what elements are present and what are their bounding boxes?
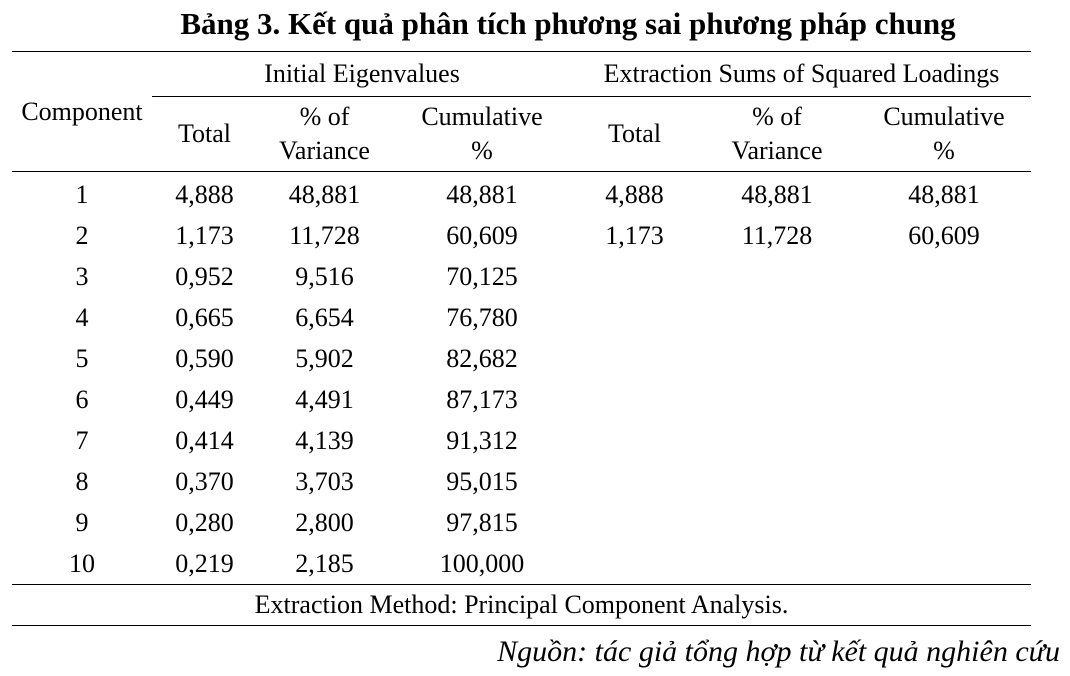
column-header: Cumulative % xyxy=(857,97,1031,172)
value-cell xyxy=(857,256,1031,297)
value-cell xyxy=(572,461,697,502)
value-cell: 97,815 xyxy=(446,507,518,537)
component-header: Component xyxy=(12,52,152,172)
value-cell xyxy=(857,379,1031,420)
component-number-cell: 10 xyxy=(69,548,95,578)
table-row xyxy=(12,338,1031,379)
table-row xyxy=(12,420,1031,461)
value-cell: 0,219 xyxy=(175,548,234,578)
component-number-cell: 9 xyxy=(75,507,89,537)
value-cell xyxy=(572,256,697,297)
value-cell: 0,370 xyxy=(175,466,234,496)
value-cell: 82,682 xyxy=(446,343,518,373)
value-cell: 1,173 xyxy=(175,220,234,250)
value-cell xyxy=(857,420,1031,461)
initial-eigenvalues-header: Initial Eigenvalues xyxy=(264,59,460,88)
value-cell xyxy=(572,297,697,338)
value-cell: 60,609 xyxy=(908,220,980,250)
value-cell: 0,414 xyxy=(175,425,234,455)
value-cell: 91,312 xyxy=(446,425,518,455)
value-cell: 9,516 xyxy=(295,261,354,291)
table-body xyxy=(12,172,1031,585)
value-cell xyxy=(697,338,857,379)
table-row xyxy=(12,256,1031,297)
component-number-cell: 6 xyxy=(75,384,89,414)
component-number-cell: 5 xyxy=(75,343,89,373)
value-cell: 11,728 xyxy=(741,220,813,250)
column-header: % of Variance xyxy=(697,97,857,172)
value-cell: 60,609 xyxy=(446,220,518,250)
value-cell: 0,665 xyxy=(175,302,234,332)
column-header: Total xyxy=(152,97,257,172)
value-cell xyxy=(697,297,857,338)
value-cell: 100,000 xyxy=(439,548,525,578)
component-number-cell: 8 xyxy=(75,466,89,496)
value-cell: 0,590 xyxy=(175,343,234,373)
value-cell: 2,185 xyxy=(295,548,354,578)
value-cell xyxy=(697,420,857,461)
value-cell xyxy=(857,338,1031,379)
value-cell xyxy=(697,256,857,297)
value-cell xyxy=(697,461,857,502)
value-cell: 1,173 xyxy=(605,220,664,250)
value-cell: 48,881 xyxy=(908,179,980,209)
value-cell: 0,280 xyxy=(175,507,234,537)
value-cell: 4,888 xyxy=(175,179,234,209)
value-cell: 48,881 xyxy=(741,179,813,209)
value-cell xyxy=(697,502,857,543)
value-cell: 6,654 xyxy=(295,302,354,332)
table-row xyxy=(12,297,1031,338)
table-row xyxy=(12,215,1031,256)
table-row xyxy=(12,379,1031,420)
value-cell xyxy=(857,461,1031,502)
value-cell xyxy=(697,543,857,585)
component-number-cell: 4 xyxy=(75,302,89,332)
value-cell: 48,881 xyxy=(446,179,518,209)
value-cell: 76,780 xyxy=(446,302,518,332)
table-row xyxy=(12,172,1031,216)
value-cell: 3,703 xyxy=(295,466,354,496)
column-header: Cumulative % xyxy=(392,97,572,172)
component-number-cell: 2 xyxy=(75,220,89,250)
value-cell: 0,449 xyxy=(175,384,234,414)
component-number-cell: 3 xyxy=(75,261,89,291)
value-cell: 0,952 xyxy=(175,261,234,291)
variance-table xyxy=(12,51,1031,626)
value-cell: 4,139 xyxy=(295,425,354,455)
table-title: Bảng 3. Kết quả phân tích phương sai phương pháp chung xyxy=(180,6,956,41)
table-row xyxy=(12,543,1031,585)
value-cell: 95,015 xyxy=(446,466,518,496)
value-cell xyxy=(572,543,697,585)
value-cell xyxy=(572,502,697,543)
extraction-sums-header: Extraction Sums of Squared Loadings xyxy=(603,59,1000,88)
value-cell xyxy=(857,297,1031,338)
source-note: Nguồn: tác giả tổng hợp từ kết quả nghiên cứu xyxy=(497,635,1060,668)
value-cell xyxy=(697,379,857,420)
value-cell: 5,902 xyxy=(295,343,354,373)
table-row xyxy=(12,461,1031,502)
component-number-cell: 1 xyxy=(75,179,89,209)
component-number-cell: 7 xyxy=(75,425,89,455)
column-header: Total xyxy=(572,97,697,172)
table-footnote: Extraction Method: Principal Component Analysis. xyxy=(254,590,789,619)
value-cell xyxy=(572,379,697,420)
value-cell xyxy=(857,543,1031,585)
value-cell xyxy=(572,420,697,461)
value-cell: 2,800 xyxy=(295,507,354,537)
value-cell: 4,491 xyxy=(295,384,354,414)
value-cell: 11,728 xyxy=(289,220,360,250)
value-cell xyxy=(857,502,1031,543)
value-cell: 48,881 xyxy=(288,179,361,209)
column-header: % of Variance xyxy=(257,97,392,172)
value-cell: 70,125 xyxy=(446,261,518,291)
table-row xyxy=(12,502,1031,543)
value-cell xyxy=(572,338,697,379)
value-cell: 87,173 xyxy=(446,384,518,414)
value-cell: 4,888 xyxy=(605,179,664,209)
